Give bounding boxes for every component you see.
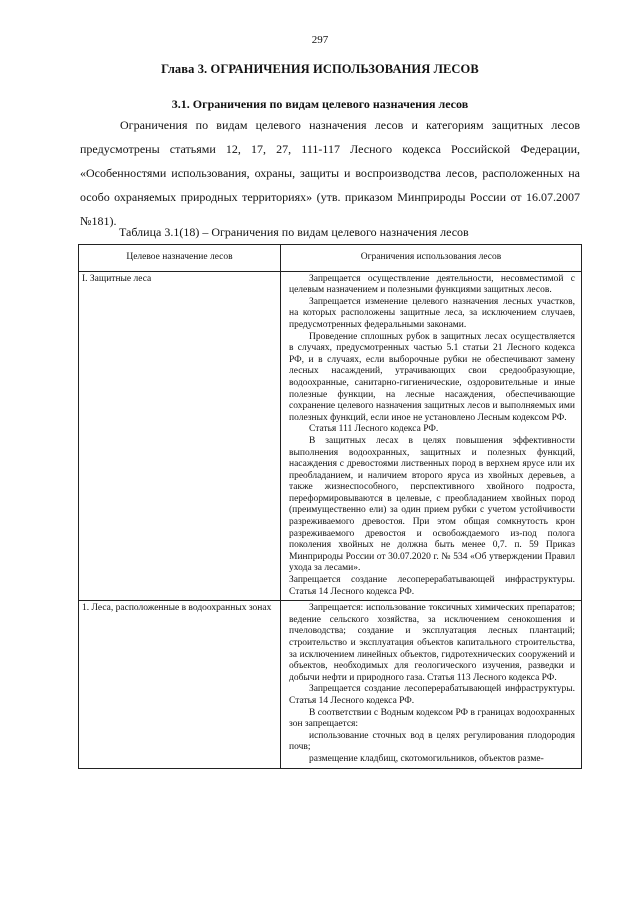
restrictions-table (78, 244, 582, 769)
chapter-title: Глава 3. ОГРАНИЧЕНИЯ ИСПОЛЬЗОВАНИЯ ЛЕСОВ (161, 62, 479, 76)
restriction-paragraph: Запрещается: использование токсичных химических препаратов; ведение сельского хозяйства, за исключением сенокошения и пчеловодства; создание и эксплуатация лесных плантаций; строительство и эксплуатация объектов капитального строительства, за исключением линейных объектов, гидротехнических сооружений и объектов, необходимых для геологического изучения, разведки и добычи нефти и природного газа. Статья 113 Лесного кодекса РФ. (289, 603, 575, 683)
row-category: I. Защитные леса (79, 271, 281, 601)
section-title: 3.1. Ограничения по видам целевого назначения лесов (171, 97, 469, 111)
restriction-paragraph: Запрещается изменение целевого назначения лесных участков, на которых расположены защитные леса, за исключением случаев, предусмотренных федеральными законами. (289, 296, 575, 330)
restriction-paragraph: Запрещается создание лесоперерабатывающей инфраструктуры. Статья 14 Лесного кодекса РФ. (289, 575, 575, 597)
table-caption: Таблица 3.1(18) – Ограничения по видам целевого назначения лесов (119, 225, 469, 239)
restriction-paragraph: Статья 111 Лесного кодекса РФ. (309, 424, 439, 435)
header-restrictions: Ограничения использования лесов (281, 245, 582, 272)
row-restrictions (281, 601, 582, 768)
page-number: 297 (311, 34, 329, 46)
row-category: 1. Леса, расположенные в водоохранных зонах (79, 601, 281, 768)
restriction-paragraph: Проведение сплошных рубок в защитных лесах осуществляется в случаях, предусмотренных частью 5.1 статьи 21 Лесного кодекса РФ, и в случаях, если выборочные рубки не обеспечивают замену лесных насаждений, утрачивающих свои средообразующие, водоохранные, санитарно-гигиенические, оздоровительные и иные полезные функции, на лесные насаждения, обеспечивающие сохранение целевого назначения защитных лесов и выполняемых ими полезных функций, если иное не установлено Лесным кодексом РФ. (289, 331, 575, 423)
restriction-paragraph: В соответствии с Водным кодексом РФ в границах водоохранных зон запрещается: (289, 707, 575, 730)
restriction-paragraph: Запрещается осуществление деятельности, несовместимой с целевым назначением и полезными функциями защитных лесов. (289, 273, 575, 296)
intro-paragraph: Ограничения по видам целевого назначения лесов и категориям защитных лесов предусмотрены статьями 12, 17, 27, 111-117 Лесного кодекса Российской Федерации, «Особенностями использования, охраны, защиты и воспроизводства лесов, расположенных на особо охраняемых природных территориях» (утв. приказом Минприроды России от 16.07.2007 №181). (80, 118, 580, 228)
table-row (79, 601, 582, 768)
restriction-paragraph: Запрещается создание лесоперерабатывающей инфраструктуры. Статья 14 Лесного кодекса РФ. (289, 684, 575, 706)
row-restrictions (281, 271, 582, 601)
restriction-paragraph: В защитных лесах в целях повышения эффективности выполнения водоохранных, защитных и полезных функций, насаждения с древостоями лиственных пород в верхнем ярусе или их преобладанием, и наличием второго яруса из хвойных деревьев, а также жизнеспособного, перспективного хвойного подроста, переформировываются в целевые, с преобладанием хвойных пород (преимущественно ели) за один прием рубки с учетом устойчивости разреживаемого древостоя. При этом общая сомкнутость крон разреживаемого древостоя и освобождаемого из-под полога поколения хвойных не должна быть менее 0,7. п. 59 Приказ Минприроды России от 30.07.2020 г. № 534 «Об утверждении Правил ухода за лесами». (289, 435, 575, 574)
table-header-row (79, 245, 582, 272)
header-purpose: Целевое назначение лесов (79, 245, 281, 272)
table-row (79, 271, 582, 601)
restriction-paragraph: размещение кладбищ, скотомогильников, объектов разме- (309, 753, 544, 764)
restriction-paragraph: использование сточных вод в целях регулирования плодородия почв; (289, 730, 575, 753)
